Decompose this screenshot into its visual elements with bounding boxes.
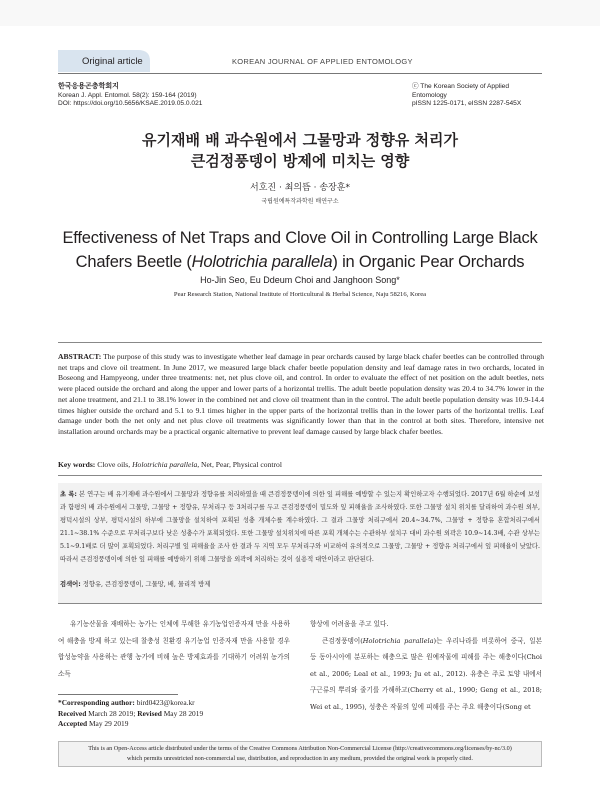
keywords-italic: Holotrichia parallela — [132, 460, 198, 469]
page-top-band — [0, 0, 600, 26]
received-label: Received — [58, 708, 87, 718]
license-notice — [58, 741, 542, 767]
korean-keywords-text: 정향유, 큰검정풍뎅이, 그물망, 배, 물리적 방제 — [80, 581, 211, 588]
citation-block — [58, 83, 202, 109]
accepted — [58, 719, 203, 730]
license-line-2: which permits unrestricted non-commercial use, distribution, and reproduction in any medium, provided the original work is properly cited. — [127, 755, 473, 762]
english-title-line-2-post: ) in Organic Pear Orchards — [332, 253, 525, 271]
journal-name-korean: 한국응용곤충학회지 — [58, 83, 119, 90]
english-keywords — [58, 460, 544, 470]
species-name-italic: Holotrichia parallela — [191, 253, 333, 271]
received-revised — [58, 709, 203, 720]
keywords-label: Key words: — [58, 460, 96, 469]
english-abstract — [58, 352, 544, 438]
abstract-top-rule — [58, 342, 542, 343]
corresponding-label: *Corresponding author: — [58, 698, 135, 707]
english-title-line-2 — [0, 250, 600, 274]
body-paragraph: 유기농산물을 재배하는 농가는 인체에 무해한 유기농업인증자재 만을 사용하여 해충을 방제 하고 있는데 찰충성 친환경 유기농업 인증자재 만을 사용할 경우 합성농약을 사용하는 관행 농가에 비해 높은 방제효과를 기대하기 어려워 농가의 소득 — [58, 620, 290, 678]
abstract-text: The purpose of this study was to investigate whether leaf damage in pear orchards caused by large black chafer beetles can be controlled through net traps and clove oil treatment. In June 2017, we measured large black chafer beetle population density and leaf damage rates in two orchards, located in Boseong and Hampyeong, under three treatments: net, net plus clove oil, and control. In order to evaluate the effect of net position on the adult beetles, nets were placed outside the orchard and along the upper and lower parts of a horizontal trellis. The adult beetle population density was 20.4 to 34.7% lower in the net alone treatment, and 21.1 to 38.1% lower in the combined net and clove oil treatment than in the control. The adult beetle population density was 10.9-14.4 times higher outside the orchard and 5.1 to 9.1 times higher in the upper parts of the horizontal trellis than in the lower parts of the horizontal trellis. Leaf damage under both the net only and net plus clove oil treatments was significantly lower than that in the control at both sites. Therefore, intensive net installation around orchards may be a practical organic alternative to prevent leaf damage caused by large black chafer beetles. — [58, 352, 544, 436]
body-paragraph: 향상에 어려움을 주고 있다. — [310, 620, 389, 628]
english-authors: Ho-Jin Seo, Eu Ddeum Choi and Janghoon Song* — [200, 275, 400, 285]
journal-header-name: KOREAN JOURNAL OF APPLIED ENTOMOLOGY — [232, 57, 413, 66]
license-line-1: This is an Open-Access article distributed under the terms of the Creative Commons Attribution Non-Commercial License (http://creativecommons.org/licenses/by-nc/3.0) — [88, 745, 512, 752]
korean-title-line-2: 큰검정풍뎅이 방제에 미치는 영향 — [190, 152, 410, 170]
footnote-block — [58, 698, 203, 730]
body-paragraph — [310, 633, 542, 716]
korean-title — [0, 130, 600, 172]
keywords-pre: Clove oils, — [95, 460, 133, 469]
keywords-post: , Net, Pear, Physical control — [197, 460, 282, 469]
corresponding-email[interactable]: bird0423@korea.kr — [134, 698, 195, 707]
korean-abstract — [60, 488, 540, 566]
citation-line: Korean J. Appl. Entomol. 58(2): 159-164 (2019) — [58, 91, 197, 99]
body-column-right — [310, 616, 542, 715]
species-name-italic: Holotrichia parallela — [362, 636, 434, 645]
korean-keywords — [60, 580, 540, 590]
english-title — [0, 226, 600, 274]
copyright-block — [412, 83, 542, 109]
body-text-post: )는 우리나라를 비롯하여 중국, 일본 등 동아시아에 분포하는 해충으로 많은 원예작물에 피해를 주는 해충이다(Choi et al., 2006; Leal et al., 1993; Ju et al., 2012). 유충은 주로 토양 내에서 구근류의 뿌리와 줄기를 가해하고(Cherry et al., 1990; Geng et al., 2018; Wei et al., 1995), 성충은 작물의 잎에 피해를 주는 주요 해충이다(Song et — [310, 636, 542, 711]
english-affiliation: Pear Research Station, National Institute of Horticultural & Herbal Science, Naju 58216, Korea — [173, 291, 427, 298]
korean-affiliation: 국립원예특작과학원 배연구소 — [261, 198, 339, 205]
korean-authors: 서호진 · 최의뜸 · 송장훈* — [250, 183, 350, 193]
korean-title-line-1: 유기재배 배 과수원에서 그물망과 정향유 처리가 — [142, 131, 458, 149]
body-text-pre: 큰검정풍뎅이( — [322, 636, 363, 645]
abstract-bottom-rule — [58, 475, 542, 476]
abstract-label: ABSTRACT: — [58, 352, 102, 361]
english-title-line-2-pre: Chafers Beetle ( — [75, 253, 192, 271]
corresponding-author — [58, 698, 203, 709]
footnote-rule — [58, 694, 178, 695]
doi-line[interactable]: DOI: https://doi.org/10.5656/KSAE.2019.05.0.021 — [58, 100, 203, 108]
body-column-left — [58, 616, 290, 682]
accepted-date: May 29 2019 — [87, 719, 129, 728]
issn-line: pISSN 1225-0171, eISSN 2287-545X — [412, 100, 522, 108]
header-divider — [58, 73, 542, 74]
received-date: March 28 2019; — [86, 708, 138, 718]
korean-keywords-label: 검색어: — [60, 581, 81, 588]
korean-abstract-bottom-rule — [58, 603, 542, 604]
copyright-line: ⓒ The Korean Society of Applied Entomology — [412, 83, 510, 99]
korean-abstract-text: 본 연구는 배 유기재배 과수원에서 그물망과 정향유를 처리하였을 때 큰검정풍뎅이에 의한 잎 피해를 예방할 수 있는지 확인하고자 수행되었다. 2017년 6월 하순에 보성과 함평의 배 과수원에서 그물망, 그물망 + 정향유, 무처리구 등 3처리구를 두고 큰검정풍뎅이 밀도와 잎 피해율을 조사하였다. 또한 그물망 설치 위치를 달리하여 과수원 외부, 평덕시설의 상부, 평덕시설의 하부에 그물망을 설치하여 포획된 성충 개체수를 계수하였다. 그 결과 그물망 처리구에서 20.4~34.7%, 그물망 + 정향유 혼합처리구에서 21.1~38.1% 수준으로 무처리구보다 낮은 성충수가 포획되었다. 또한 그물망 설치위치에 따른 포획 개체수는 수관하부 설치구 대비 과수원 외곽은 10.9~14.3배, 수관 상부는 5.1~9.1배로 더 많이 포획되었다. 처리구별 잎 피해율을 조사 한 결과 두 지역 모두 무처리구와 비교하여 유의적으로 그물망, 그물망 + 정향유 처리구에서 잎 피해율이 낮았다. 따라서 큰검정풍뎅이에 의한 잎 피해를 예방하기 위해 그물망을 외곽에 처리하는 것이 실용적 대안이라고 판단된다. — [60, 491, 540, 563]
revised-label: Revised — [137, 708, 162, 718]
accepted-label: Accepted — [58, 719, 88, 728]
revised-date: May 28 2019 — [161, 708, 204, 718]
korean-abstract-label: 초 록: — [60, 491, 77, 498]
english-title-line-1: Effectiveness of Net Traps and Clove Oil in Controlling Large Black — [62, 229, 538, 247]
article-type-label: Original article — [82, 56, 143, 67]
